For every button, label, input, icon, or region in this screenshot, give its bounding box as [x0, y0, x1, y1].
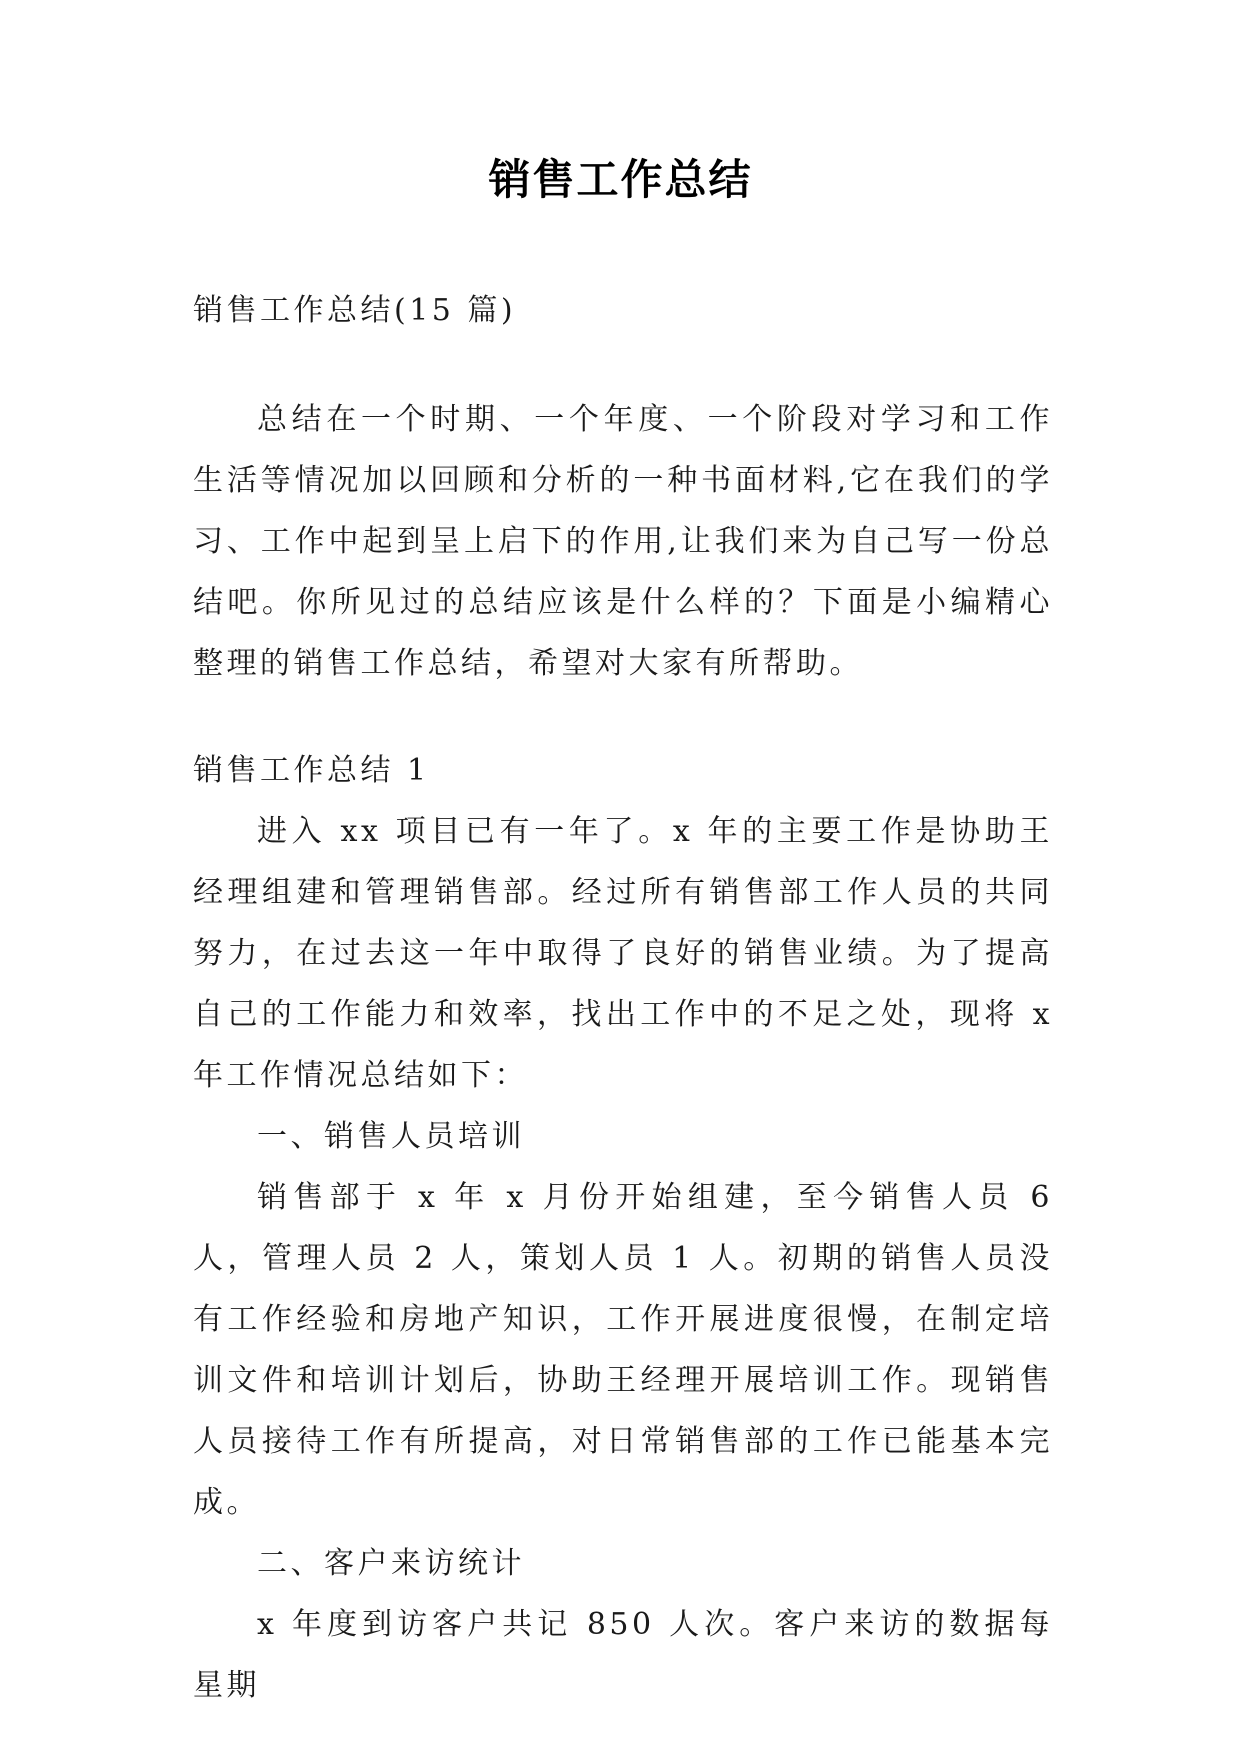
section-heading: 销售工作总结 1: [193, 753, 430, 788]
body-paragraph: 销售部于 x 年 x 月份开始组建，至今销售人员 6 人，管理人员 2 人，策划人员 1 人。初期的销售人员没有工作经验和房地产知识，工作开展进度很慢，在制定培训文件和培训计划后，协助王经理开展培训工作。现销售人员接待工作有所提高，对日常销售部的工作已能基本完成。: [193, 1180, 1053, 1520]
sub-heading-training: 一、销售人员培训: [257, 1119, 525, 1154]
document-title: 销售工作总结: [488, 155, 753, 204]
body-paragraph: x 年度到访客户共记 850 人次。客户来访的数据每星期: [193, 1607, 1053, 1703]
document-body: [193, 280, 1053, 1716]
body-paragraph: 进入 xx 项目已有一年了。x 年的主要工作是协助王经理组建和管理销售部。经过所有销售部工作人员的共同努力，在过去这一年中取得了良好的销售业绩。为了提高自己的工作能力和效率，找出工作中的不足之处，现将 x 年工作情况总结如下：: [193, 814, 1053, 1093]
document-subtitle: 销售工作总结(15 篇): [193, 293, 517, 328]
sub-heading-visits: 二、客户来访统计: [257, 1546, 525, 1581]
intro-paragraph: 总结在一个时期、一个年度、一个阶段对学习和工作生活等情况加以回顾和分析的一种书面材料,它在我们的学习、工作中起到呈上启下的作用,让我们来为自己写一份总结吧。你所见过的总结应该是什么样的？下面是小编精心整理的销售工作总结，希望对大家有所帮助。: [193, 402, 1053, 681]
